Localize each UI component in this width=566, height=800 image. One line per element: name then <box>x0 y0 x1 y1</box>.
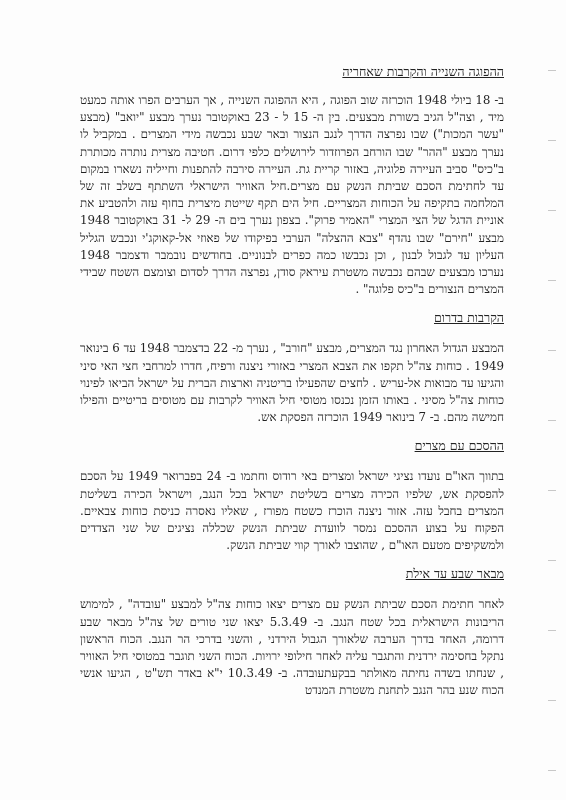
section-title: ההסכם עם מצרים <box>414 438 504 454</box>
section-paragraph: ב- 18 ביולי 1948 הוכרזה שוב הפוגה , היא ההפוגה השנייה , אך הערבים הפרו אותה כמעט מיד , וצה"ל הגיב בשורת מבצעים. בין ה- 15 ל - 23 באוקטובר נערך מבצע "יואב" (מבצע "עשר המכות") שבו נפרצה הדרך לנגב הנצור ובאר שבע נכבשה מידי המצרים . במקביל לו נערך מבצע "ההר" שבו הורחב הפרוזדור לירושלים כלפי דרום. חטיבה מצרית נותרה מכותרת ב"כיס" סביב העיירה פלוגיה, באזור קריית גת. העיירה סירבה להתפנות וחייליה נשארו במקום עד לחתימת הסכם שביתת הנשק עם מצרים.חיל האוויר הישראלי השתתף בשלב זה של המלחמה בתקיפה על הכוחות המצריים. חיל הים תקף שייטת מיצרית בחוף עזה ולהטביע את אוניית הדגל של הצי המצרי "האמיר פרוק". בצפון נערך בים ה- 29 ל- 31 באוקטובר 1948 מבצע "חירם" שבו נהדף "צבא ההצלה" הערבי בפיקודו של פאוזי אל-קאוקג'י ונכבש הגליל העליון עד לגבול לבנון , וכן נכבשו כמה כפרים לבנוניים. בחודשים נובמבר ודצמבר 1948 נערכו מבצעים שבהם נכבשה משטרת עיראק סודן, נפרצה הדרך לסדום וצומצם השטח שבידי המצרים הנצורים ב"כיס פלוגה" . <box>80 93 504 297</box>
section-paragraph: בתווך האו"ם נועדו נציגי ישראל ומצרים באי רודוס וחתמו ב- 24 בפברואר 1949 על הסכם להפסקת אש, שלפיו הכירה מצרים בשליטת ישראל בכל הנגב, וישראל הכירה בשליטת המצרים בחבל עזה. אזור ניצנה הוכרז כשטח מפורז , שאליו נאסרה כניסת כוחות צבאיים. הפקוח על בצוע ההסכם נמסר לוועדת שביתת הנשק שכללה נציגים של שני הצדדים ולמשקיפים מטעם האו"ם , שהוצבו לאורך קווי שביתת הנשק. <box>80 469 504 553</box>
margin-ticks <box>548 30 556 780</box>
section-second-truce <box>80 64 504 298</box>
section-title: ההפוגה השנייה והקרבות שאחריה <box>342 64 504 79</box>
section-paragraph: לאחר חתימת הסכם שביתת הנשק עם מצרים יצאו כוחות צה"ל למבצע "עובדה" , למימוש הריבונות הישראלית בכל שטח הנגב. ב- 5.3.49 יצאו שני טורים של צה"ל מבאר שבע דרומה, האחד בדרך הערבה שלאורך הגבול הירדני , והשני בדרכי הר הנגב. הכוח הראשון נתקל בחסימה ירדנית והתגבר עליה לאחר חילופי ירויות. הכוח השני תוגבר במטוסי חיל האוויר , שנחתו בשדה נחיתה מאולתר בבקעתעובדה. ב- 10.3.49 י"א באדר תש"ט , הגיעו אנשי הכוח שנע בהר הנגב לתחנת משטרת המנדט <box>80 597 505 698</box>
section-egypt-agreement <box>80 438 504 554</box>
section-southern-battles <box>80 310 504 426</box>
section-title: הקרבות בדרום <box>433 310 504 326</box>
document-content <box>80 64 504 712</box>
section-paragraph: המבצע הגדול האחרון נגד המצרים, מבצע "חורב" , נערך מ- 22 בדצמבר 1948 עד 6 בינואר 1949 . כוחות צה"ל תקפו את הצבא המצרי באזורי ניצנה ורפיח, חדרו למרחבי חצי האי סיני והגיעו עד מבואות אל-עריש . לחצים שהפעילו בריטניה וארצות הברית על ישראל הביאו לפינוי כוחות צה"ל מסיני . באותו הזמן נכנסו מטוסי חיל האוויר לקרבות עם מטוסים בריטיים והפילו חמישה מהם. ב- 7 בינואר 1949 הוכרזה הפסקת אש. <box>80 341 504 425</box>
section-beersheba-to-eilat <box>80 566 504 699</box>
section-title: מבאר שבע עד אילת <box>405 566 504 582</box>
